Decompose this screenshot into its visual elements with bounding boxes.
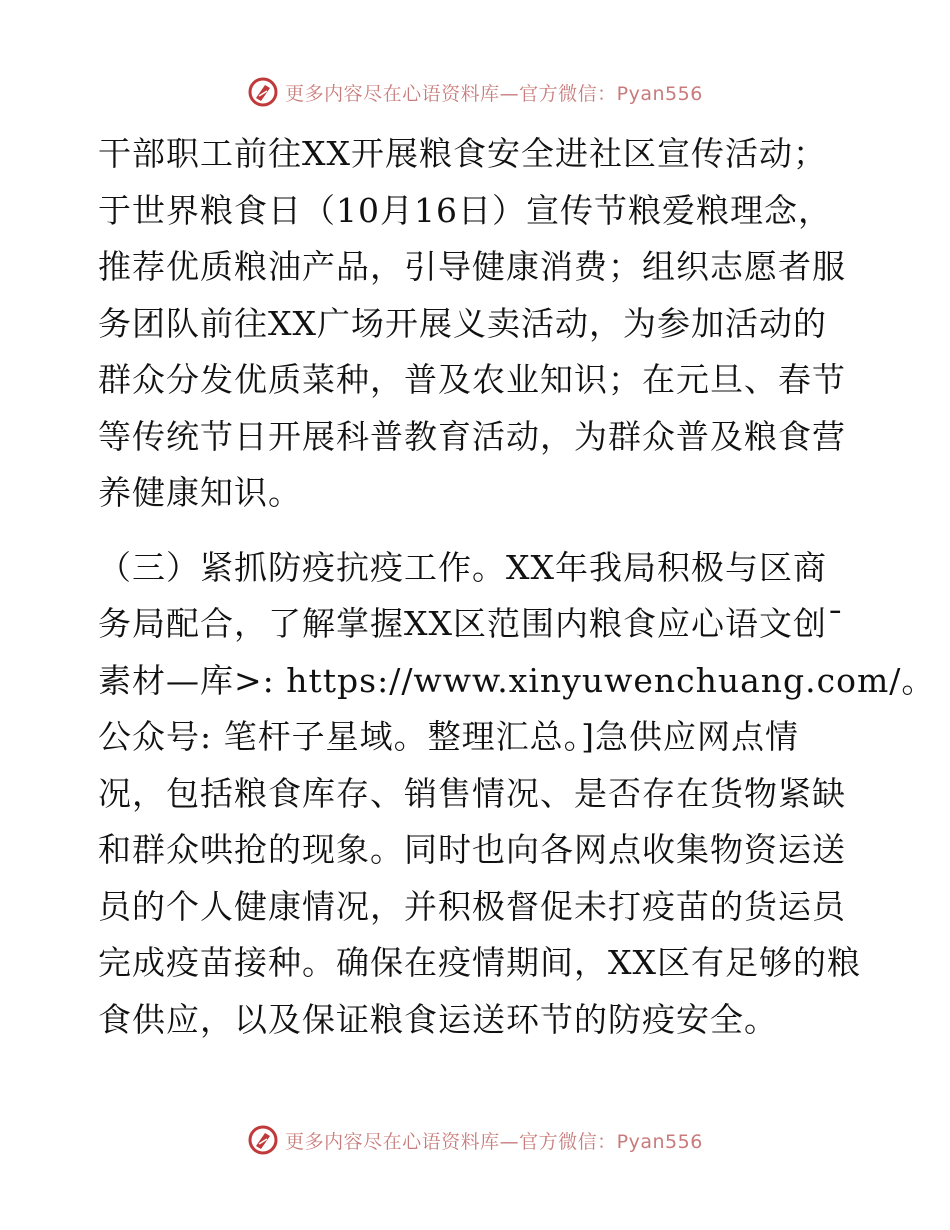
header-banner-text: 更多内容尽在心语资料库—官方微信：Pyan556 [285, 82, 703, 105]
text-line: 群众分发优质菜种，普及农业知识；在元旦、春节 [98, 360, 846, 399]
brand-logo-icon [247, 1124, 279, 1156]
document-body [98, 126, 936, 1048]
text-line: 素材—库>: https://www.xinyuwenchuang.com/。 [98, 660, 936, 700]
text-line: 干部职工前往XX开展粮食安全进社区宣传活动； [98, 134, 827, 173]
brand-logo-icon [247, 76, 279, 108]
text-line: 食供应，以及保证粮食运送环节的防疫安全。 [98, 999, 778, 1039]
text-line: 推荐优质粮油产品，引导健康消费；组织志愿者服 [98, 247, 846, 286]
text-line: 和群众哄抢的现象。同时也向各网点收集物资运送 [98, 830, 846, 869]
paragraph-gap [98, 522, 868, 540]
paragraph-1 [98, 126, 868, 522]
text-line: 员的个人健康情况，并积极督促未打疫苗的货运员 [98, 886, 846, 926]
footer-banner-text: 更多内容尽在心语资料库—官方微信：Pyan556 [285, 1130, 703, 1153]
paragraph-2 [98, 540, 936, 1049]
text-line: 务团队前往XX广场开展义卖活动，为参加活动的 [98, 303, 827, 343]
text-line: 公众号: 笔杆子星域。整理汇总。]急供应网点情 [98, 717, 799, 756]
text-line: 况，包括粮食库存、销售情况、是否存在货物紧缺 [98, 773, 846, 813]
header-banner [0, 72, 950, 112]
text-line: 养健康知识。 [98, 473, 302, 512]
text-line: （三）紧抓防疫抗疫工作。XX年我局积极与区商 [98, 547, 827, 587]
text-line: 务局配合，了解掌握XX区范围内粮食应心语文创¯ [98, 604, 845, 643]
text-line: 于世界粮食日（10月16日）宣传节粮爱粮理念， [98, 190, 832, 230]
text-line: 完成疫苗接种。确保在疫情期间，XX区有足够的粮 [98, 943, 861, 982]
footer-banner [0, 1120, 950, 1160]
text-line: 等传统节日开展科普教育活动，为群众普及粮食营 [98, 416, 846, 456]
